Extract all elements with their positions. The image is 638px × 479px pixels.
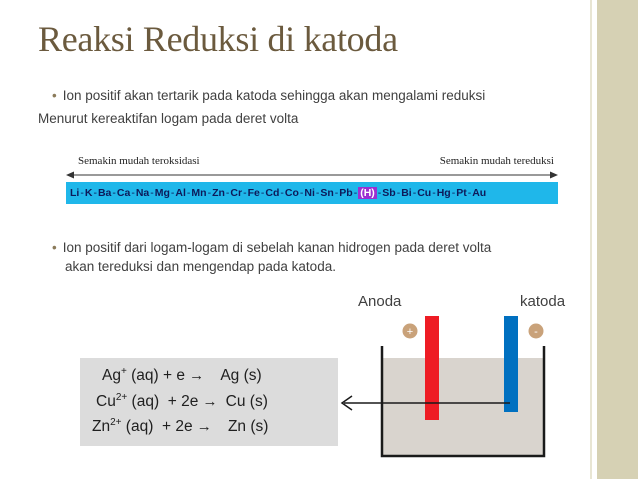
bullet-2-text-line2: akan tereduksi dan mengendap pada katoda. [65,259,336,274]
reaction-ion: Zn [92,418,111,436]
volta-separator: - [80,187,84,199]
right-arrow-icon: → [184,367,209,385]
volta-separator: - [225,187,230,199]
volta-element: Al [175,187,186,199]
volta-element: Bi [401,187,412,199]
reaction-charge: 2+ [115,392,128,403]
volta-separator: - [243,187,247,199]
katoda-label: katoda [520,293,566,310]
bullet-1 [52,86,485,105]
volta-separator: - [467,187,472,199]
reaction-product: Ag (s) [220,367,262,385]
volta-element: Cr [230,187,243,199]
right-arrow-icon: → [192,418,216,436]
right-arrow-icon: → [198,393,222,411]
volta-separator: - [112,187,116,199]
volta-element: Ba [97,187,112,199]
volta-element: Mg [154,187,170,199]
volta-element: Ca [116,187,131,199]
slide-title: Reaksi Reduksi di katoda [38,19,398,59]
volta-element: Sb [382,187,396,199]
bullet-dot: • [52,240,57,255]
volta-separator: - [334,187,339,199]
volta-separator: - [451,187,456,199]
reaction-row [102,366,262,385]
volta-separator: - [131,187,135,199]
volta-element: Hg [436,187,451,199]
volta-series-bar [66,182,558,204]
anoda-label: Anoda [358,293,402,310]
cathode-sign: - [534,326,538,338]
reaction-lhs: (aq) + 2e [121,418,193,436]
volta-element: Pt [456,187,467,199]
volta-separator: - [315,187,320,199]
volta-element: Pb [339,187,353,199]
bullet-dot: • [52,88,57,103]
volta-element: Co [284,187,299,199]
reaction-ion: Ag [102,367,121,385]
volta-separator: - [299,187,304,199]
reaction-lhs: (aq) + e [126,367,185,385]
right-decor-bar [597,0,638,479]
volta-element: Cu [417,187,432,199]
volta-element: K [84,187,93,199]
volta-element: Zn [212,187,225,199]
volta-element-hydrogen: (H) [360,187,375,199]
volta-separator: - [93,187,97,199]
volta-separator: - [186,187,191,199]
cathode-electrode [504,316,518,412]
bullet-1-text: Ion positif akan tertarik pada katoda sehingga akan mengalami reduksi [62,88,486,103]
volta-separator: - [432,187,436,199]
volta-separator: - [207,187,212,199]
reaction-row [96,392,268,411]
volta-separator: - [377,187,382,199]
volta-element: Au [472,187,487,199]
double-arrow-icon [66,170,558,180]
volta-separator: - [260,187,265,199]
volta-separator: - [396,187,401,199]
volta-series [66,155,558,205]
bullet-2-text-line1: Ion positif dari logam-logam di sebelah kanan hidrogen pada deret volta [62,240,492,255]
volta-intro-text: Menurut kereaktifan logam pada deret volta [38,111,299,126]
volta-element: Ni [304,187,315,199]
volta-separator: - [353,187,358,199]
reaction-box [80,358,338,446]
volta-element: Fe [247,187,260,199]
anode-sign: + [406,326,414,338]
electrolysis-cell [330,312,560,464]
volta-element: Li [70,187,80,199]
volta-separator: - [150,187,154,199]
solution [382,358,544,456]
volta-element: Mn [191,187,207,199]
reaction-ion: Cu [96,393,116,411]
volta-element: Cd [265,187,280,199]
volta-separator: - [170,187,175,199]
volta-element: Na [135,187,150,199]
reaction-product: Cu (s) [225,393,268,411]
volta-left-label: Semakin mudah teroksidasi [78,155,200,167]
volta-separator: - [280,187,284,199]
reaction-charge: + [120,366,127,377]
volta-separator: - [412,187,417,199]
volta-right-label: Semakin mudah tereduksi [439,155,554,167]
bullet-2 [52,238,592,276]
reaction-row [92,417,268,436]
reaction-product: Zn (s) [227,418,269,436]
reaction-lhs: (aq) + 2e [127,393,199,411]
anode-electrode [425,316,439,420]
volta-element: Sn [320,187,334,199]
reaction-charge: 2+ [110,417,122,428]
